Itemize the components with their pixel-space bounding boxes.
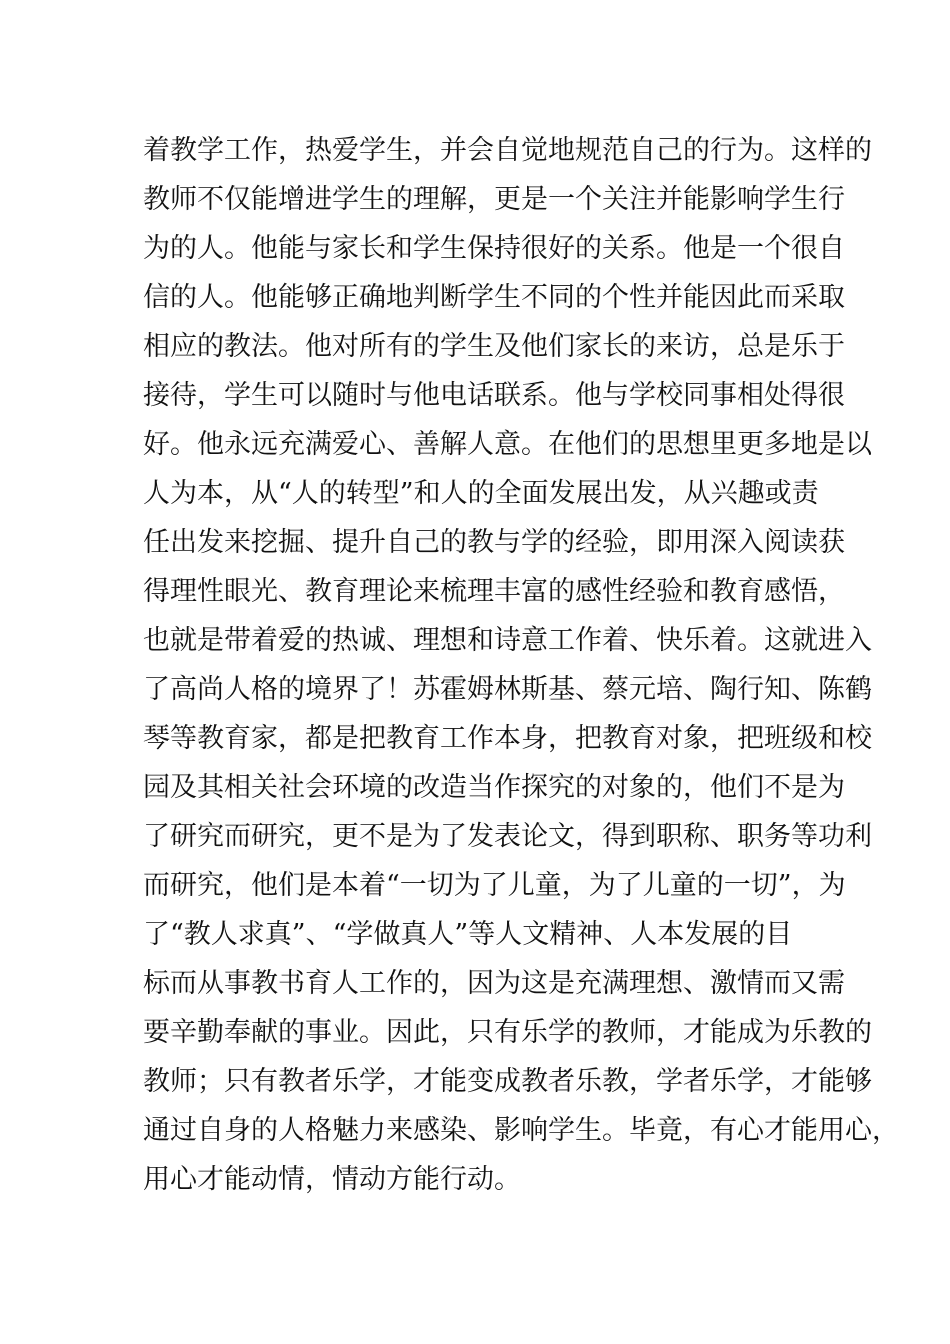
text-line-9: 任出发来挖掘、提升自己的教与学的经验，即用深入阅读获 xyxy=(143,527,845,558)
text-line-1: 着教学工作，热爱学生，并会自觉地规范自己的行为。这样的 xyxy=(143,135,872,166)
text-line-12: 了高尚人格的境界了！苏霍姆林斯基、蔡元培、陶行知、陈鹤 xyxy=(143,674,872,705)
text-line-11: 也就是带着爱的热诚、理想和诗意工作着、快乐着。这就进入 xyxy=(143,625,872,656)
text-line-5: 相应的教法。他对所有的学生及他们家长的来访，总是乐于 xyxy=(143,331,845,362)
text-line-21: 通过自身的人格魅力来感染、影响学生。毕竟，有心才能用心， xyxy=(143,1115,899,1146)
text-line-18: 标而从事教书育人工作的，因为这是充满理想、激情而又需 xyxy=(143,968,845,999)
text-line-3: 为的人。他能与家长和学生保持很好的关系。他是一个很自 xyxy=(143,233,845,264)
text-line-8: 人为本，从“人的转型”和人的全面发展出发，从兴趣或责 xyxy=(143,478,819,509)
text-line-20: 教师；只有教者乐学，才能变成教者乐教，学者乐学，才能够 xyxy=(143,1066,872,1097)
text-line-19: 要辛勤奉献的事业。因此，只有乐学的教师，才能成为乐教的 xyxy=(143,1017,872,1048)
text-line-2: 教师不仅能增进学生的理解，更是一个关注并能影响学生行 xyxy=(143,184,845,215)
text-line-6: 接待，学生可以随时与他电话联系。他与学校同事相处得很 xyxy=(143,380,845,411)
text-line-4: 信的人。他能够正确地判断学生不同的个性并能因此而采取 xyxy=(143,282,845,313)
text-line-10: 得理性眼光、教育理论来梳理丰富的感性经验和教育感悟， xyxy=(143,576,845,607)
text-line-15: 了研究而研究，更不是为了发表论文，得到职称、职务等功利 xyxy=(143,821,872,852)
text-line-16: 而研究，他们是本着“一切为了儿童，为了儿童的一切”，为 xyxy=(143,870,846,901)
text-line-17: 了“教人求真”、“学做真人”等人文精神、人本发展的目 xyxy=(143,919,793,950)
text-line-22: 用心才能动情，情动方能行动。 xyxy=(143,1164,521,1195)
body-paragraph xyxy=(143,126,899,1204)
text-line-7: 好。他永远充满爱心、善解人意。在他们的思想里更多地是以 xyxy=(143,429,872,460)
text-line-13: 琴等教育家，都是把教育工作本身，把教育对象，把班级和校 xyxy=(143,723,872,754)
text-line-14: 园及其相关社会环境的改造当作探究的对象的，他们不是为 xyxy=(143,772,845,803)
